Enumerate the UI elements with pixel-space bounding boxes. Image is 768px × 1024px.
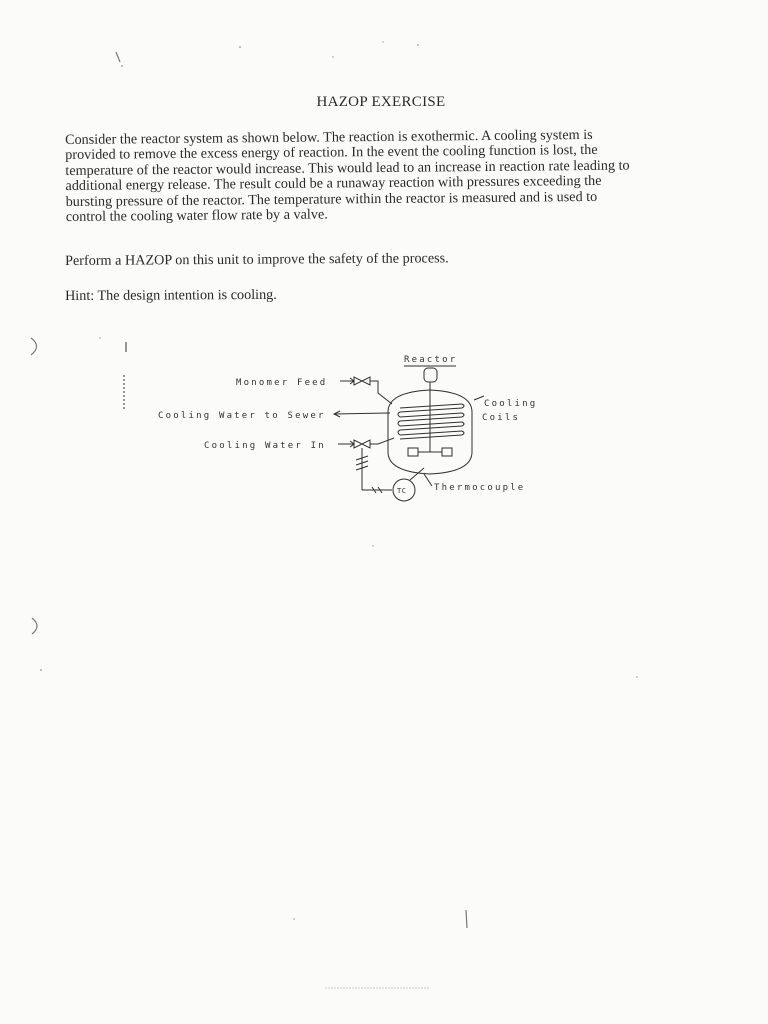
scan-speck bbox=[372, 545, 373, 546]
scan-speck bbox=[417, 44, 419, 46]
scan-speck bbox=[116, 52, 120, 62]
scan-speck bbox=[239, 46, 241, 48]
paragraph-line: Consider the reactor system as shown below. The reaction is exothermic. A cooling system is bbox=[64, 126, 593, 148]
scan-speck bbox=[99, 337, 101, 339]
cooling-coils-label: Cooling bbox=[484, 399, 538, 409]
paragraph-line: control the cooling water flow rate by a valve. bbox=[65, 206, 328, 226]
cooling-water-sewer-label: Cooling Water to Sewer bbox=[158, 411, 326, 421]
scan-speck bbox=[466, 910, 467, 928]
controller-label: TC bbox=[397, 487, 407, 495]
cooling-water-in-label: Cooling Water In bbox=[204, 441, 326, 451]
paragraph-line: temperature of the reactor would increase. This would lead to an increase in reaction rate leading to bbox=[65, 157, 630, 179]
paragraph-line: additional energy release. The result could be a runaway reaction with pressures exceeding the bbox=[65, 173, 602, 195]
paragraph-line: provided to remove the excess energy of reaction. In the event the cooling function is lost, the bbox=[65, 142, 598, 164]
thermocouple-label: Thermocouple bbox=[434, 483, 526, 493]
reactor-label: Reactor bbox=[404, 355, 458, 365]
binder-hole-mark bbox=[31, 338, 37, 355]
scan-speck bbox=[40, 669, 42, 671]
scan-speck bbox=[332, 56, 333, 57]
monomer-feed-label: Monomer Feed bbox=[236, 378, 328, 388]
paragraph-line: bursting pressure of the reactor. The temperature within the reactor is measured and is used to bbox=[65, 188, 598, 210]
cooling-coils-label: Coils bbox=[482, 413, 521, 423]
scan-speck bbox=[382, 41, 383, 42]
scan-speck bbox=[636, 676, 638, 678]
scan-speck bbox=[121, 65, 123, 67]
document-title: HAZOP EXERCISE bbox=[316, 94, 446, 110]
scan-speck bbox=[293, 918, 295, 920]
binder-hole-mark bbox=[32, 618, 37, 634]
hint-text: Hint: The design intention is cooling. bbox=[65, 286, 277, 304]
instruction-text: Perform a HAZOP on this unit to improve the safety of the process. bbox=[65, 250, 449, 269]
